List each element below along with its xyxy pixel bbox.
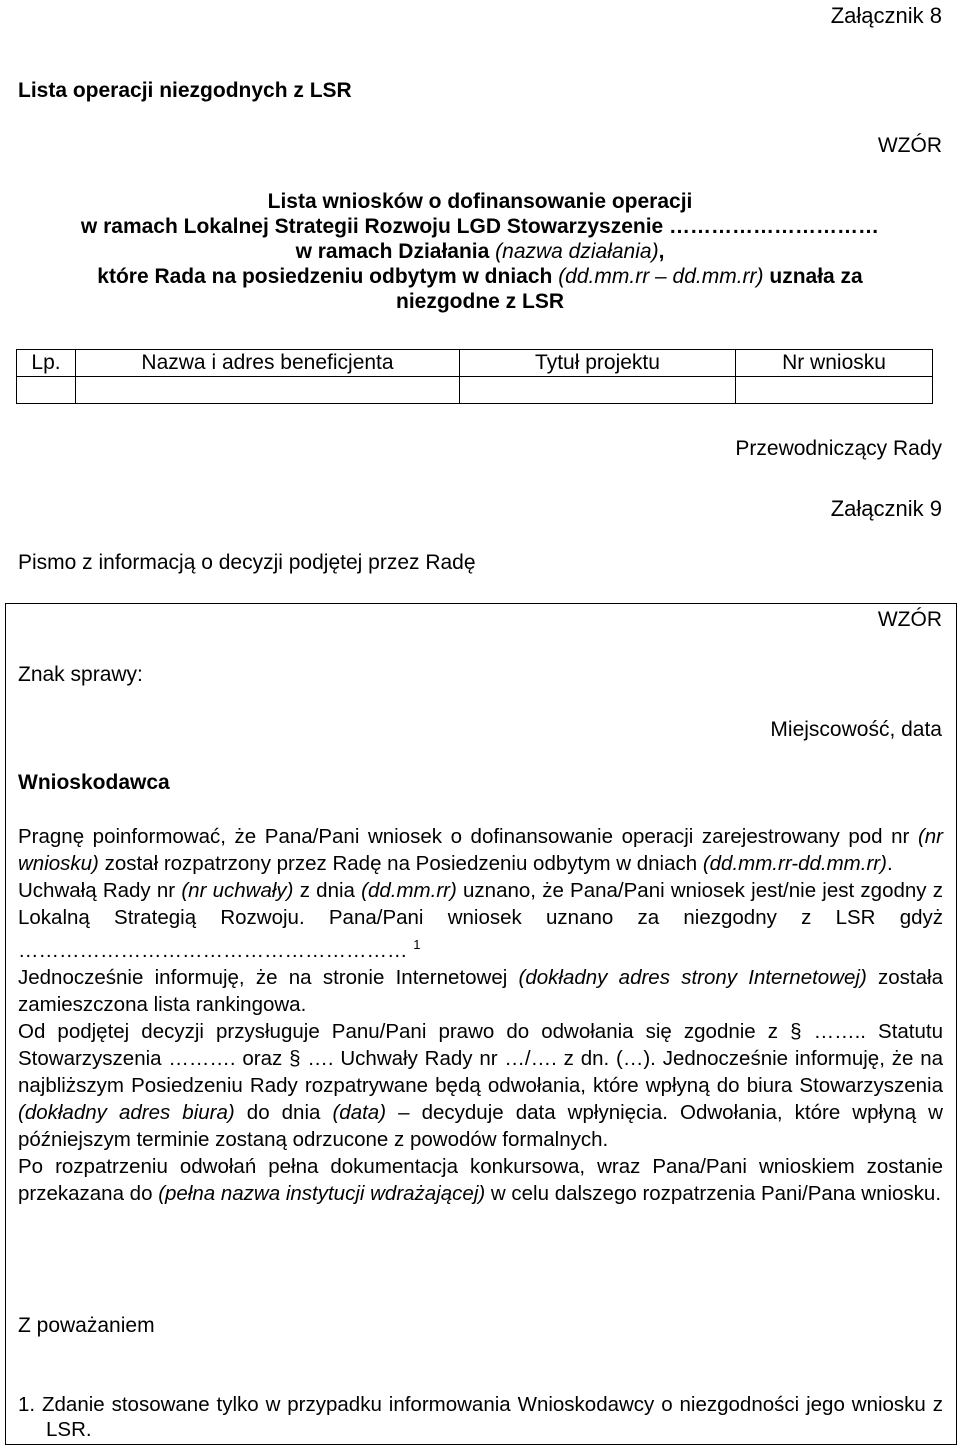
section-heading: Lista operacji niezgodnych z LSR [18,79,352,102]
table-cell [460,377,736,404]
footnote: 1. Zdanie stosowane tylko w przypadku informowania Wnioskodawcy o niezgodności jego wniosku z LSR. [18,1393,943,1441]
title-line-5: niezgodne z LSR [396,290,564,313]
template-mark: WZÓR [877,608,942,631]
column-header-project-title: Tytuł projektu [460,350,736,377]
body-paragraph: Jednocześnie informuję, że na stronie Internetowej (dokładny adres strony Internetowej) została zamieszczona lista rankingowa. [18,965,943,1016]
table-cell [76,377,460,404]
chairman-signature: Przewodniczący Rady [735,437,942,460]
letter-body [18,823,943,1207]
title-line-4: które Rada na posiedzeniu odbytym w dniach (dd.mm.rr – dd.mm.rr) uznała za [97,265,863,288]
table-cell [17,377,76,404]
annex-label: Załącznik 8 [830,3,942,28]
table-header-row [17,350,933,377]
body-paragraph: Od podjętej decyzji przysługuje Panu/Pani prawo do odwołania się zgodnie z § …….. Statutu Stowarzyszenia ………. oraz § …. Uchwały Rady nr …/…. z dn. (…). Jednocześnie informuję, że na najbliższym Posiedzeniu Rady rozpatrywane będą odwołania, które wpłyną do biura Stowarzyszenia (dokładny adres biura) do dnia (data) – decyduje data wpłynięcia. Odwołania, które wpłyną w późniejszym terminie zostaną odrzucone z powodów formalnych. [18,1019,943,1151]
template-mark: WZÓR [877,134,942,157]
title-line-1: Lista wniosków o dofinansowanie operacji [267,190,693,213]
place-date: Miejscowość, data [770,718,942,741]
column-header-application-no: Nr wniosku [736,350,933,377]
case-reference: Znak sprawy: [18,663,143,686]
table-cell [736,377,933,404]
applicant-label: Wnioskodawca [18,771,170,794]
body-paragraph: Uchwałą Rady nr (nr uchwały) z dnia (dd.mm.rr) uznano, że Pana/Pani wniosek jest/nie jest zgodny z Lokalną Strategią Rozwoju. Pana/Pani wniosek uznano za niezgodny z LSR gdyż ………………………………………………… $^1$ [18,879,943,962]
body-paragraph: Po rozpatrzeniu odwołań pełna dokumentacja konkursowa, wraz Pana/Pani wnioskiem zostanie przekazana do (pełna nazwa instytucji wdrażającej) w celu dalszego rozpatrzenia Pani/Pana wniosku. [18,1154,943,1205]
annex-label: Załącznik 9 [830,496,942,521]
operations-table [16,349,933,404]
title-line-2: w ramach Lokalnej Strategii Rozwoju LGD Stowarzyszenie ………………………… [80,215,880,238]
body-paragraph: Pragnę poinformować, że Pana/Pani wniosek o dofinansowanie operacji zarejestrowany pod nr (nr wniosku) został rozpatrzony przez Radę na Posiedzeniu odbytym w dniach (dd.mm.rr-dd.mm.rr). [18,825,943,875]
title-line-3: w ramach Działania (nazwa działania), [295,240,665,263]
table-row [17,377,933,404]
list-title [0,189,960,314]
column-header-lp: Lp. [17,350,76,377]
column-header-beneficiary: Nazwa i adres beneficjenta [76,350,460,377]
section-heading: Pismo z informacją o decyzji podjętej przez Radę [18,551,476,574]
closing-salutation: Z poważaniem [18,1314,155,1337]
